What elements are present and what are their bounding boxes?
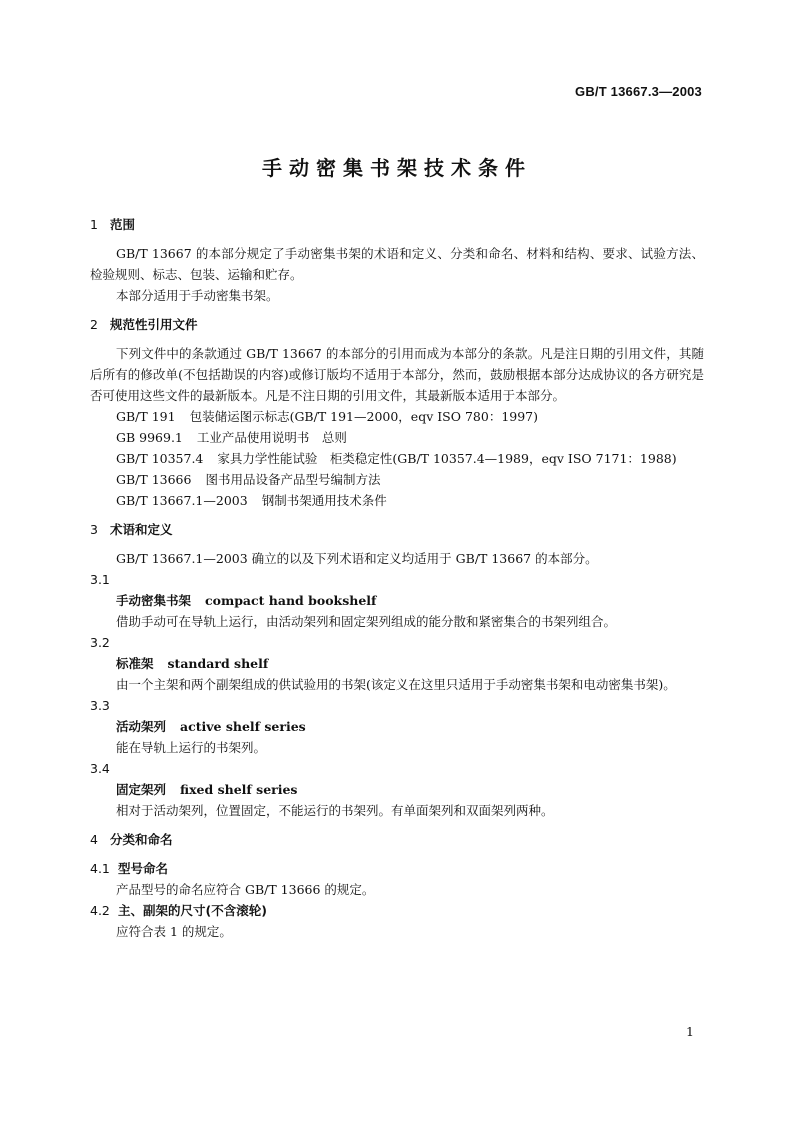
section-title: 术语和定义 (110, 522, 173, 537)
subsection-heading (90, 858, 704, 879)
section-number: 3 (90, 522, 98, 537)
term-entry (90, 590, 704, 611)
paragraph: 产品型号的命名应符合 GB/T 13666 的规定。 (116, 882, 375, 897)
term-zh: 手动密集书架 (116, 593, 192, 608)
term-en: standard shelf (167, 656, 269, 671)
section-2-heading (90, 314, 704, 335)
reference-item (90, 469, 704, 490)
section-3-heading (90, 519, 704, 540)
term-entry (90, 779, 704, 800)
subsection-number: 4.1 (90, 861, 110, 876)
term-en: compact hand bookshelf (205, 593, 377, 608)
term-number: 3.3 (90, 698, 110, 713)
reference-title: 图书用品设备产品型号编制方法 (205, 472, 381, 487)
document-title: 手动密集书架技术条件 (262, 156, 532, 180)
reference-code: GB/T 13666 (116, 472, 192, 487)
paragraph: 下列文件中的条款通过 GB/T 13667 的本部分的引用而成为本部分的条款。凡是注日期的引用文件，其随后所有的修改单(不包括勘误的内容)或修订版均不适用于本部分，然而，鼓励根据本部分达成协议的各方研究是否可使用这些文件的最新版本。凡是不注日期的引用文件，其最新版本适用于本部分。 (90, 346, 704, 403)
reference-item (90, 448, 704, 469)
term-number: 3.1 (90, 572, 110, 587)
section-number: 2 (90, 317, 98, 332)
section-title: 规范性引用文件 (110, 317, 198, 332)
reference-item (90, 490, 704, 511)
term-number: 3.2 (90, 635, 110, 650)
reference-title: 工业产品使用说明书 总则 (196, 430, 347, 445)
paragraph: 本部分适用于手动密集书架。 (116, 288, 279, 303)
subsection-number: 4.2 (90, 903, 110, 918)
subsection-title: 主、副架的尺寸(不含滚轮) (118, 903, 267, 918)
reference-code: GB/T 191 (116, 409, 176, 424)
term-definition: 由一个主架和两个副架组成的供试验用的书架(该定义在这里只适用于手动密集书架和电动密集书架)。 (116, 677, 676, 692)
reference-code: GB/T 13667.1—2003 (116, 493, 248, 508)
subsection-title: 型号命名 (118, 861, 169, 876)
term-definition: 借助手动可在导轨上运行，由活动架列和固定架列组成的能分散和紧密集合的书架列组合。 (116, 614, 617, 629)
term-en: active shelf series (180, 719, 306, 734)
paragraph: GB/T 13667.1—2003 确立的以及下列术语和定义均适用于 GB/T 13667 的本部分。 (116, 551, 598, 566)
term-zh: 固定架列 (116, 782, 167, 797)
section-4-heading (90, 829, 704, 850)
section-1-heading (90, 214, 704, 235)
reference-item (90, 427, 704, 448)
reference-title: 包装储运图示标志(GB/T 191—2000，eqv ISO 780：1997) (189, 409, 539, 424)
subsection-heading (90, 900, 704, 921)
term-en: fixed shelf series (180, 782, 298, 797)
paragraph: GB/T 13667 的本部分规定了手动密集书架的术语和定义、分类和命名、材料和结构、要求、试验方法、检验规则、标志、包装、运输和贮存。 (90, 246, 704, 282)
reference-code: GB 9969.1 (116, 430, 183, 445)
section-title: 分类和命名 (110, 832, 173, 847)
term-definition: 相对于活动架列，位置固定，不能运行的书架列。有单面架列和双面架列两种。 (116, 803, 554, 818)
paragraph: 应符合表 1 的规定。 (116, 924, 232, 939)
standard-number: GB/T 13667.3—2003 (575, 84, 702, 99)
reference-title: 钢制书架通用技术条件 (261, 493, 387, 508)
section-title: 范围 (110, 217, 136, 232)
section-number: 1 (90, 217, 98, 232)
term-zh: 标准架 (116, 656, 154, 671)
term-entry (90, 716, 704, 737)
term-zh: 活动架列 (116, 719, 167, 734)
term-definition: 能在导轨上运行的书架列。 (116, 740, 267, 755)
section-number: 4 (90, 832, 98, 847)
reference-title: 家具力学性能试验 柜类稳定性(GB/T 10357.4—1989，eqv ISO 7171：1988) (217, 451, 677, 466)
term-number: 3.4 (90, 761, 110, 776)
document-body (90, 214, 704, 942)
reference-item (90, 406, 704, 427)
reference-code: GB/T 10357.4 (116, 451, 204, 466)
term-entry (90, 653, 704, 674)
page-number: 1 (686, 1024, 694, 1039)
